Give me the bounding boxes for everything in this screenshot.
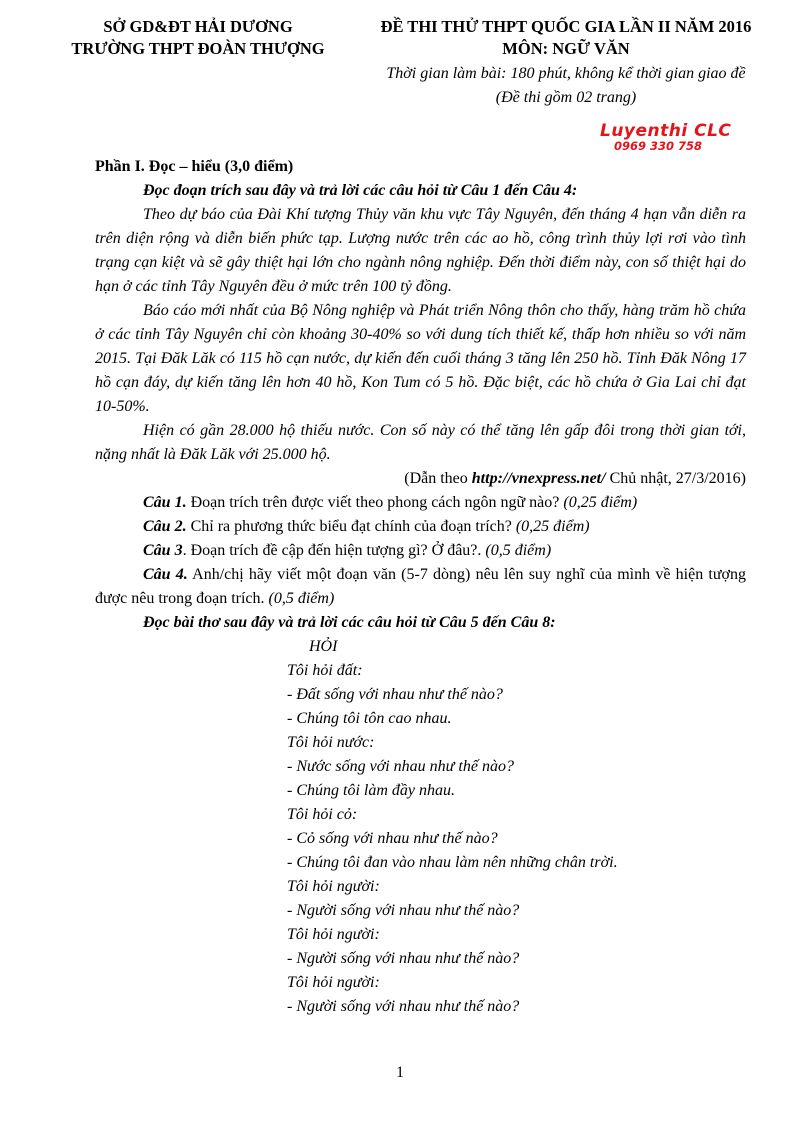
poem-line: Tôi hỏi người: (287, 878, 380, 895)
section-title: Phần I. Đọc – hiểu (3,0 điểm) (95, 158, 294, 175)
poem-line: - Chúng tôi đan vào nhau làm nên những chân trời. (287, 854, 618, 871)
poem-line: - Chúng tôi tôn cao nhau. (287, 710, 452, 727)
poem-line: - Cỏ sống với nhau như thế nào? (287, 830, 498, 847)
question-text: . Đoạn trích đề cập đến hiện tượng gì? Ở đâu?. (182, 542, 486, 559)
poem-line: - Đất sống với nhau như thế nào? (287, 686, 503, 703)
school-name: TRƯỜNG THPT ĐOÀN THƯỢNG (71, 39, 325, 58)
question-points: (0,25 điểm) (563, 494, 638, 511)
question-text: Anh/chị hãy viết một đoạn văn (5-7 dòng) nêu lên suy nghĩ của mình về hiện tượng được nêu trong đoạn trích. (95, 566, 746, 607)
poem-line: - Nước sống với nhau như thế nào? (287, 758, 514, 775)
source-prefix: (Dẫn theo (404, 470, 472, 487)
question-label: Câu 4. (143, 566, 188, 583)
question-points: (0,25 điểm) (515, 518, 590, 535)
poem-line: Tôi hỏi cỏ: (287, 806, 358, 823)
question-4 (95, 563, 746, 611)
question-points: (0,5 điểm) (268, 590, 335, 607)
exam-title: ĐỀ THI THỬ THPT QUỐC GIA LẦN II NĂM 2016 (380, 17, 752, 36)
poem-line: - Người sống với nhau như thế nào? (287, 998, 520, 1015)
school-header (48, 16, 348, 60)
time-note: Thời gian làm bài: 180 phút, không kể thời gian giao đề (386, 65, 746, 82)
exam-header (356, 16, 776, 60)
poem-line: Tôi hỏi người: (287, 926, 380, 943)
stamp-brand: Luyenthi CLC (600, 121, 732, 141)
poem-line: - Người sống với nhau như thế nào? (287, 902, 520, 919)
exam-body (95, 155, 746, 1019)
passage-paragraph-2: Báo cáo mới nhất của Bộ Nông nghiệp và Phát triển Nông thôn cho thấy, hàng trăm hồ chứa ở các tỉnh Tây Nguyên chỉ còn khoảng 30-40% so với dung tích thiết kế, thấp hơn nhiều so với năm 2015. Tại Đăk Lăk có 115 hồ cạn nước, dự kiến đến cuối tháng 3 tăng lên 250 hồ. Tỉnh Đăk Nông 17 hồ cạn đáy, dự kiến tăng lên hơn 40 hồ, Kon Tum có 5 hồ. Đặc biệt, các hồ chứa ở Gia Lai chỉ đạt 10-50%. (95, 302, 746, 415)
poem-title: HỎI (309, 638, 338, 655)
exam-notes (356, 62, 776, 110)
source-date: Chủ nhật, 27/3/2016) (605, 470, 746, 487)
department-name: SỞ GD&ĐT HẢI DƯƠNG (103, 17, 293, 36)
subject-title: MÔN: NGỮ VĂN (502, 39, 630, 58)
poem-line: - Người sống với nhau như thế nào? (287, 950, 520, 967)
poem-line: - Chúng tôi làm đầy nhau. (287, 782, 455, 799)
question-text: Chỉ ra phương thức biểu đạt chính của đoạn trích? (186, 518, 516, 535)
question-label: Câu 3 (143, 542, 183, 559)
passage-source (95, 467, 746, 491)
question-1 (95, 491, 746, 515)
question-2 (95, 515, 746, 539)
passage-paragraph-1: Theo dự báo của Đài Khí tượng Thủy văn khu vực Tây Nguyên, đến tháng 4 hạn vẫn diễn ra trên diện rộng và diễn biến phức tạp. Lượng nước trên các ao hồ, công trình thủy lợi rơi vào tình trạng cạn kiệt và sẽ gây thiệt hại lớn cho ngành nông nghiệp. Đến thời điểm này, con số thiệt hại do hạn ở các tỉnh Tây Nguyên đều ở mức trên 100 tỷ đồng. (95, 206, 746, 295)
source-url: http://vnexpress.net/ (471, 470, 606, 487)
stamp-phone: 0969 330 758 (614, 139, 703, 153)
poem-body (287, 659, 746, 1019)
page-number: 1 (396, 1064, 404, 1081)
poem-line: Tôi hỏi người: (287, 974, 380, 991)
watermark-stamp (600, 122, 750, 152)
poem-line: Tôi hỏi nước: (287, 734, 375, 751)
question-text: Đoạn trích trên được viết theo phong cách ngôn ngữ nào? (186, 494, 564, 511)
passage-paragraph-3: Hiện có gần 28.000 hộ thiếu nước. Con số này có thể tăng lên gấp đôi trong thời gian tới, nặng nhất là Đăk Lăk với 25.000 hộ. (95, 422, 746, 463)
reading-instruction-1: Đọc đoạn trích sau đây và trả lời các câu hỏi từ Câu 1 đến Câu 4: (143, 182, 578, 199)
reading-instruction-2: Đọc bài thơ sau đây và trả lời các câu hỏi từ Câu 5 đến Câu 8: (143, 614, 556, 631)
poem-line: Tôi hỏi đất: (287, 662, 363, 679)
question-label: Câu 2. (143, 518, 187, 535)
pages-note: (Đề thi gồm 02 trang) (495, 89, 637, 106)
question-label: Câu 1. (143, 494, 187, 511)
question-3 (95, 539, 746, 563)
question-points: (0,5 điểm) (485, 542, 552, 559)
